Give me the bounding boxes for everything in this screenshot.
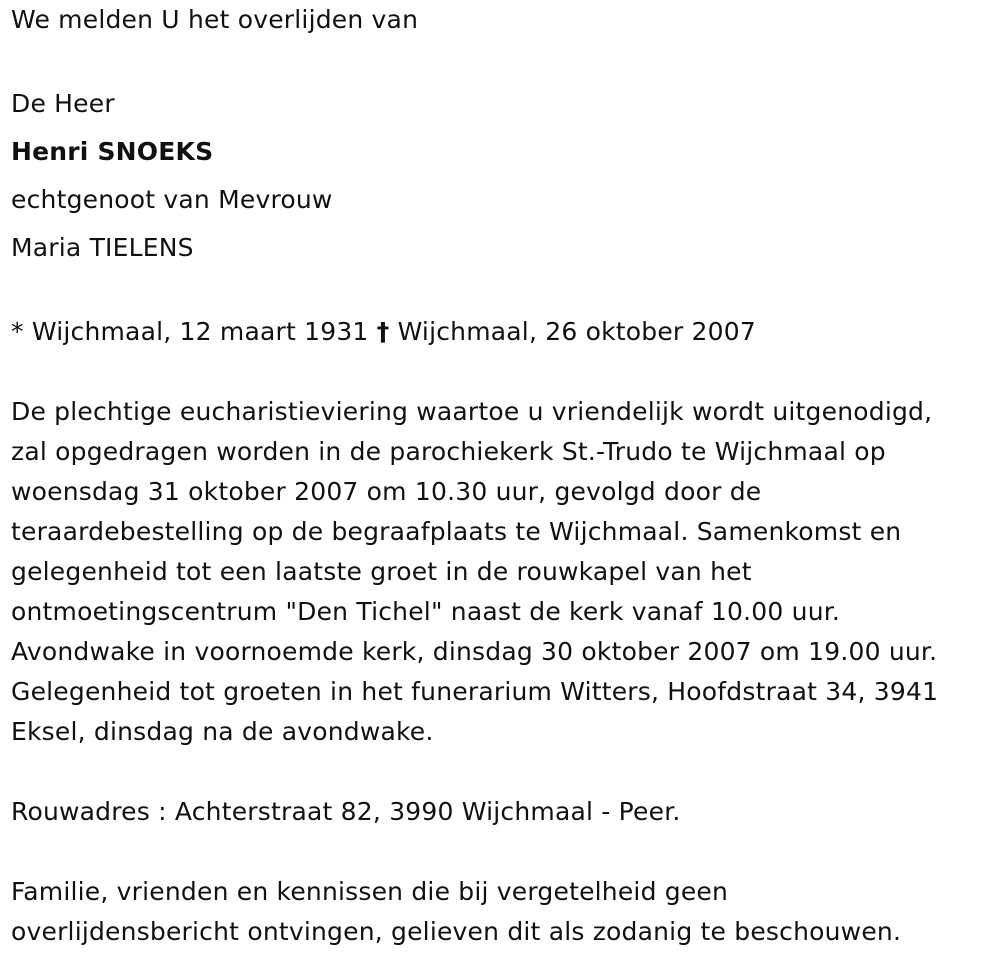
deceased-name: Henri SNOEKS [11, 137, 214, 166]
spacer [11, 272, 996, 312]
death-notice [11, 0, 996, 952]
ceremony-line: Gelegenheid tot groeten in het funerarium Witters, Hoofdstraat 34, 3941 [11, 677, 939, 706]
ceremony-line: De plechtige eucharistieviering waartoe u vriendelijk wordt uitgenodigd, [11, 397, 933, 426]
ceremony-line: zal opgedragen worden in de parochiekerk St.-Trudo te Wijchmaal op [11, 437, 886, 466]
spacer [11, 40, 996, 80]
ceremony-line: Avondwake in voornoemde kerk, dinsdag 30 oktober 2007 om 19.00 uur. [11, 637, 938, 666]
ceremony-line: gelegenheid tot een laatste groet in de rouwkapel van het [11, 557, 752, 586]
ceremony-paragraph [11, 392, 996, 752]
spouse-name: Maria TIELENS [11, 233, 194, 262]
closing-line: overlijdensbericht ontvingen, gelieven dit als zodanig te beschouwen. [11, 917, 902, 946]
death-info: Wijchmaal, 26 oktober 2007 [397, 317, 756, 346]
spouse-line: echtgenoot van Mevrouw [11, 185, 333, 214]
ceremony-line: woensdag 31 oktober 2007 om 10.30 uur, gevolgd door de [11, 477, 762, 506]
closing-line: Familie, vrienden en kennissen die bij vergetelheid geen [11, 877, 729, 906]
ceremony-line: Eksel, dinsdag na de avondwake. [11, 717, 434, 746]
deceased-title: De Heer [11, 89, 115, 118]
spacer [11, 352, 996, 392]
birth-info: * Wijchmaal, 12 maart 1931 [11, 317, 369, 346]
mourning-address: Rouwadres : Achterstraat 82, 3990 Wijchmaal - Peer. [11, 797, 681, 826]
ceremony-line: ontmoetingscentrum "Den Tichel" naast de kerk vanaf 10.00 uur. [11, 597, 841, 626]
life-dates [11, 312, 996, 352]
closing-paragraph [11, 872, 996, 952]
ceremony-line: teraardebestelling op de begraafplaats te Wijchmaal. Samenkomst en [11, 517, 902, 546]
spacer [11, 832, 996, 872]
spacer [11, 752, 996, 792]
intro-text: We melden U het overlijden van [11, 5, 419, 34]
dagger-icon: † [376, 317, 390, 346]
